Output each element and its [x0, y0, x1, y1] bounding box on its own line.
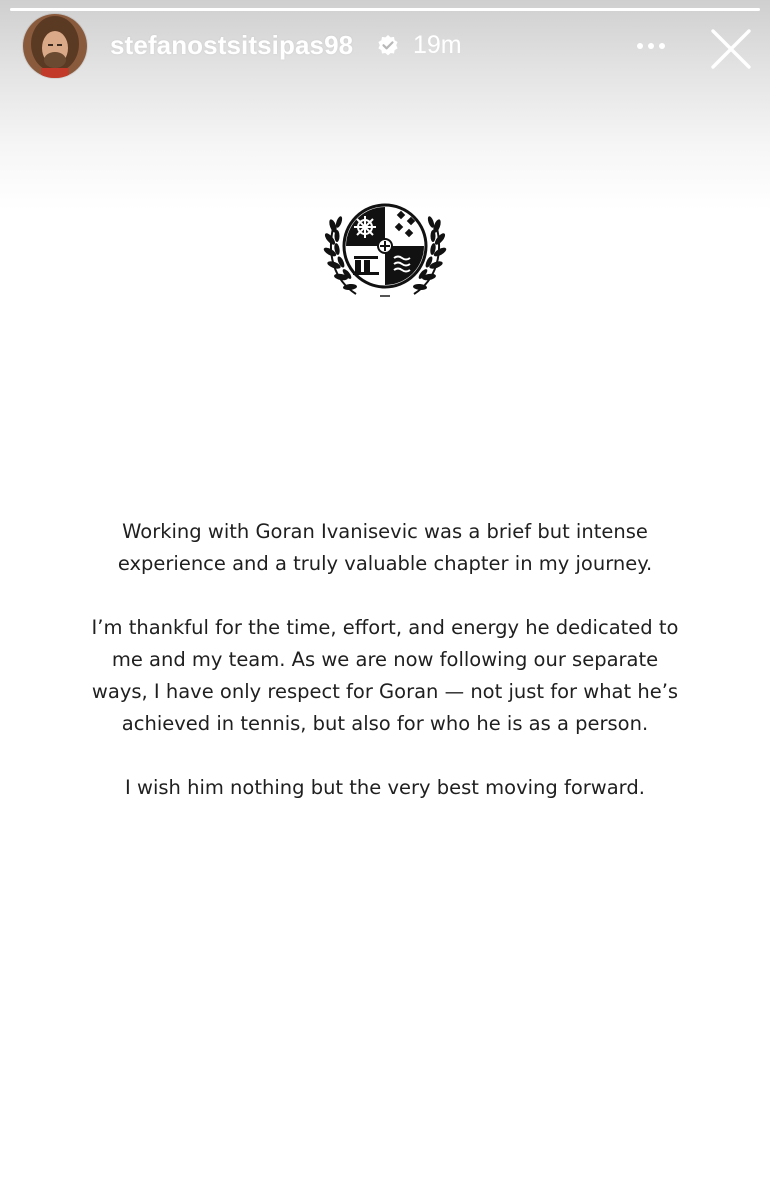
statement-paragraph: I’m thankful for the time, effort, and energy he dedicated to me and my team. As we are now following our separate ways, I have only respect for Goran — not just for what he’s achieved in tennis, but also for who he is as a person.: [91, 616, 679, 735]
statement-paragraph: Working with Goran Ivanisevic was a brief but intense experience and a truly valuable chapter in my journey.: [117, 520, 653, 575]
story-progress-fill: [10, 8, 760, 11]
story-header: [0, 14, 770, 78]
close-icon[interactable]: [706, 24, 756, 74]
story-progress-bar: [10, 8, 760, 11]
avatar[interactable]: [23, 14, 87, 78]
verified-badge-icon: [376, 34, 400, 58]
statement-paragraph: I wish him nothing but the very best moving forward.: [125, 776, 645, 799]
username[interactable]: stefanostsitsipas98: [110, 30, 354, 60]
ellipsis-icon[interactable]: [632, 34, 672, 58]
statement-text: [85, 516, 685, 836]
laurel-crest-icon: [320, 194, 450, 304]
story-timestamp: 19m: [413, 31, 462, 59]
